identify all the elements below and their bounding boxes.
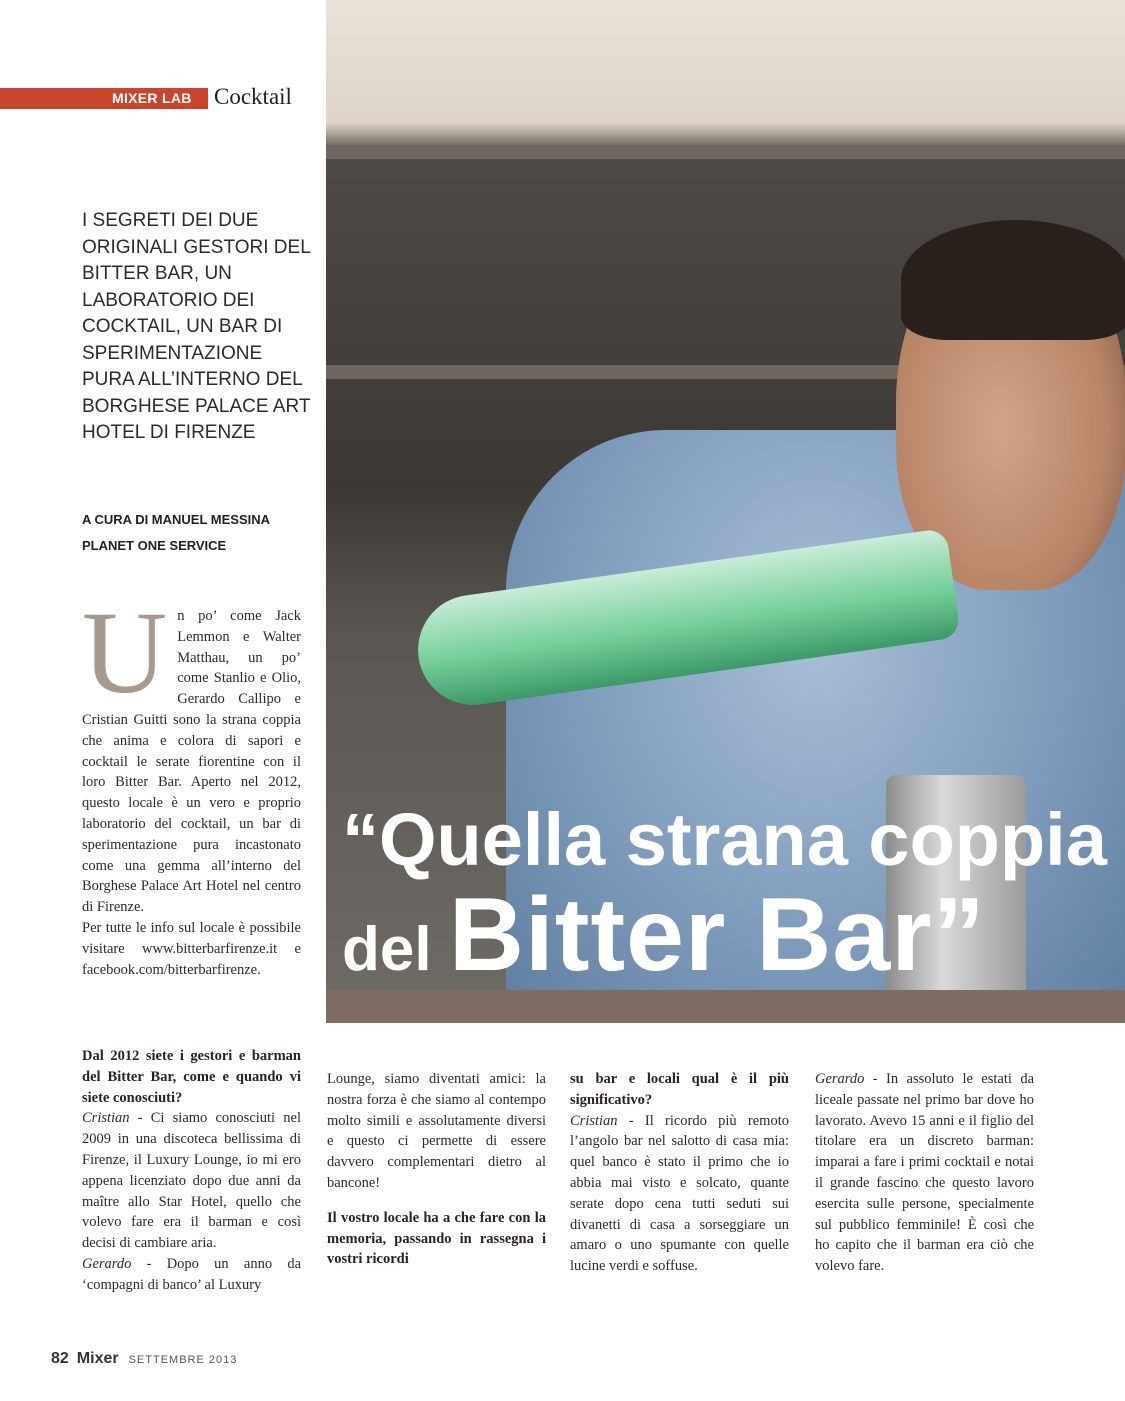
question-2: Il vostro locale ha a che fare con la memoria, passando in rassegna i vostri ricordi bbox=[327, 1209, 546, 1268]
section-title: Cocktail bbox=[214, 84, 292, 109]
magazine-name: Mixer bbox=[76, 1350, 119, 1367]
answer-gerardo-1-cont: Lounge, siamo diventati amici: la nostra forza è che siamo al contempo molto simili e assolutamente diversi e questo ci permette di essere davvero complementari dietro al bancone! bbox=[327, 1071, 546, 1191]
question-1: Dal 2012 siete i gestori e barman del Bitter Bar, come e quando vi siete conosciuti? bbox=[82, 1048, 301, 1106]
column-2 bbox=[327, 1069, 546, 1270]
answer-cristian-2: Cristian - Il ricordo più remoto l’angolo bar nel salotto di casa mia: quel banco è stato il primo che io abbia mai visto e solcato, quante serate dopo cena tutti seduti sui divanetti di casa a sorseggiare un amaro o uno spumante con quelle lucine verdi e soffuse. bbox=[570, 1112, 789, 1275]
credit-company: PLANET ONE SERVICE bbox=[82, 538, 227, 553]
intro-links: Per tutte le info sul locale è possibile visitare www.bitterbarfirenze.it e facebook.com/bitterbarfirenze. bbox=[82, 919, 301, 978]
credit-author: A CURA DI MANUEL MESSINA bbox=[82, 512, 271, 527]
answer-cristian-1: Cristian - Ci siamo conosciuti nel 2009 in una discoteca bellissima di Firenze, il Luxury Lounge, io mi ero appena licenziato dopo due anni da maître allo Star Hotel, quello che volevo fare era il barman e così decisi di cambiare aria. bbox=[82, 1110, 301, 1252]
bartender-hair bbox=[901, 220, 1125, 340]
speaker-gerardo: Gerardo bbox=[815, 1071, 865, 1087]
drop-cap: U bbox=[82, 587, 168, 718]
page-folio bbox=[51, 1350, 237, 1368]
page-number: 82 bbox=[51, 1350, 69, 1367]
article-credit bbox=[82, 507, 312, 559]
speaker-gerardo: Gerardo bbox=[82, 1255, 132, 1272]
intro-text: n po’ come Jack Lemmon e Walter Matthau, un po’ come Stanlio e Olio, Gerardo Callipo e Cristian Guitti sono la strana coppia che anima e colora di sapori e cocktail le serate fiorentine con il loro Bitter Bar. Aperto nel 2012, questo locale è un vero e proprio laboratorio del cocktail, un bar di sperimentazione pura incastonato come una gemma all’interno del Borghese Palace Art Hotel nel centro di Firenze. bbox=[82, 608, 301, 916]
column-3 bbox=[570, 1069, 789, 1277]
answer-gerardo-2: Gerardo - In assoluto le estati da liceale passate nel primo bar dove ho lavorato. Avevo 15 anni e il figlio del titolare era un discreto barman: imparai a fare i primi cocktail e notai il grande fascino che questo lavoro esercita sulle persone, specialmente sul pubblico femminile! È così che ho capito che il barman era ciò che volevo fare. bbox=[815, 1071, 1034, 1275]
article-deck: I SEGRETI DEI DUE ORIGINALI GESTORI DEL BITTER BAR, UN LABORATORIO DEI COCKTAIL, UN BAR DI SPERIMENTAZIONE PURA ALL’INTERNO DEL BORGHESE PALACE ART HOTEL DI FIRENZE bbox=[82, 210, 311, 443]
issue-date: SETTEMBRE 2013 bbox=[128, 1354, 238, 1366]
question-2-cont: su bar e locali qual è il più significativo? bbox=[570, 1071, 789, 1108]
headline-line-2 bbox=[342, 877, 986, 1021]
headline-del: del bbox=[342, 915, 449, 984]
intro-paragraph bbox=[82, 587, 301, 980]
section-label: MIXER LAB bbox=[112, 90, 192, 106]
column-4 bbox=[815, 1069, 1034, 1277]
answer-gerardo-1: Gerardo - Dopo un anno da ‘compagni di banco’ al Luxury bbox=[82, 1255, 301, 1293]
headline-line-1: “Quella strana coppia bbox=[342, 798, 1107, 881]
speaker-cristian: Cristian bbox=[570, 1112, 618, 1129]
shelf-top bbox=[326, 145, 1125, 159]
column-1 bbox=[82, 1046, 301, 1296]
speaker-cristian: Cristian bbox=[82, 1110, 130, 1127]
headline-bitter-bar: Bitter Bar” bbox=[448, 877, 986, 993]
